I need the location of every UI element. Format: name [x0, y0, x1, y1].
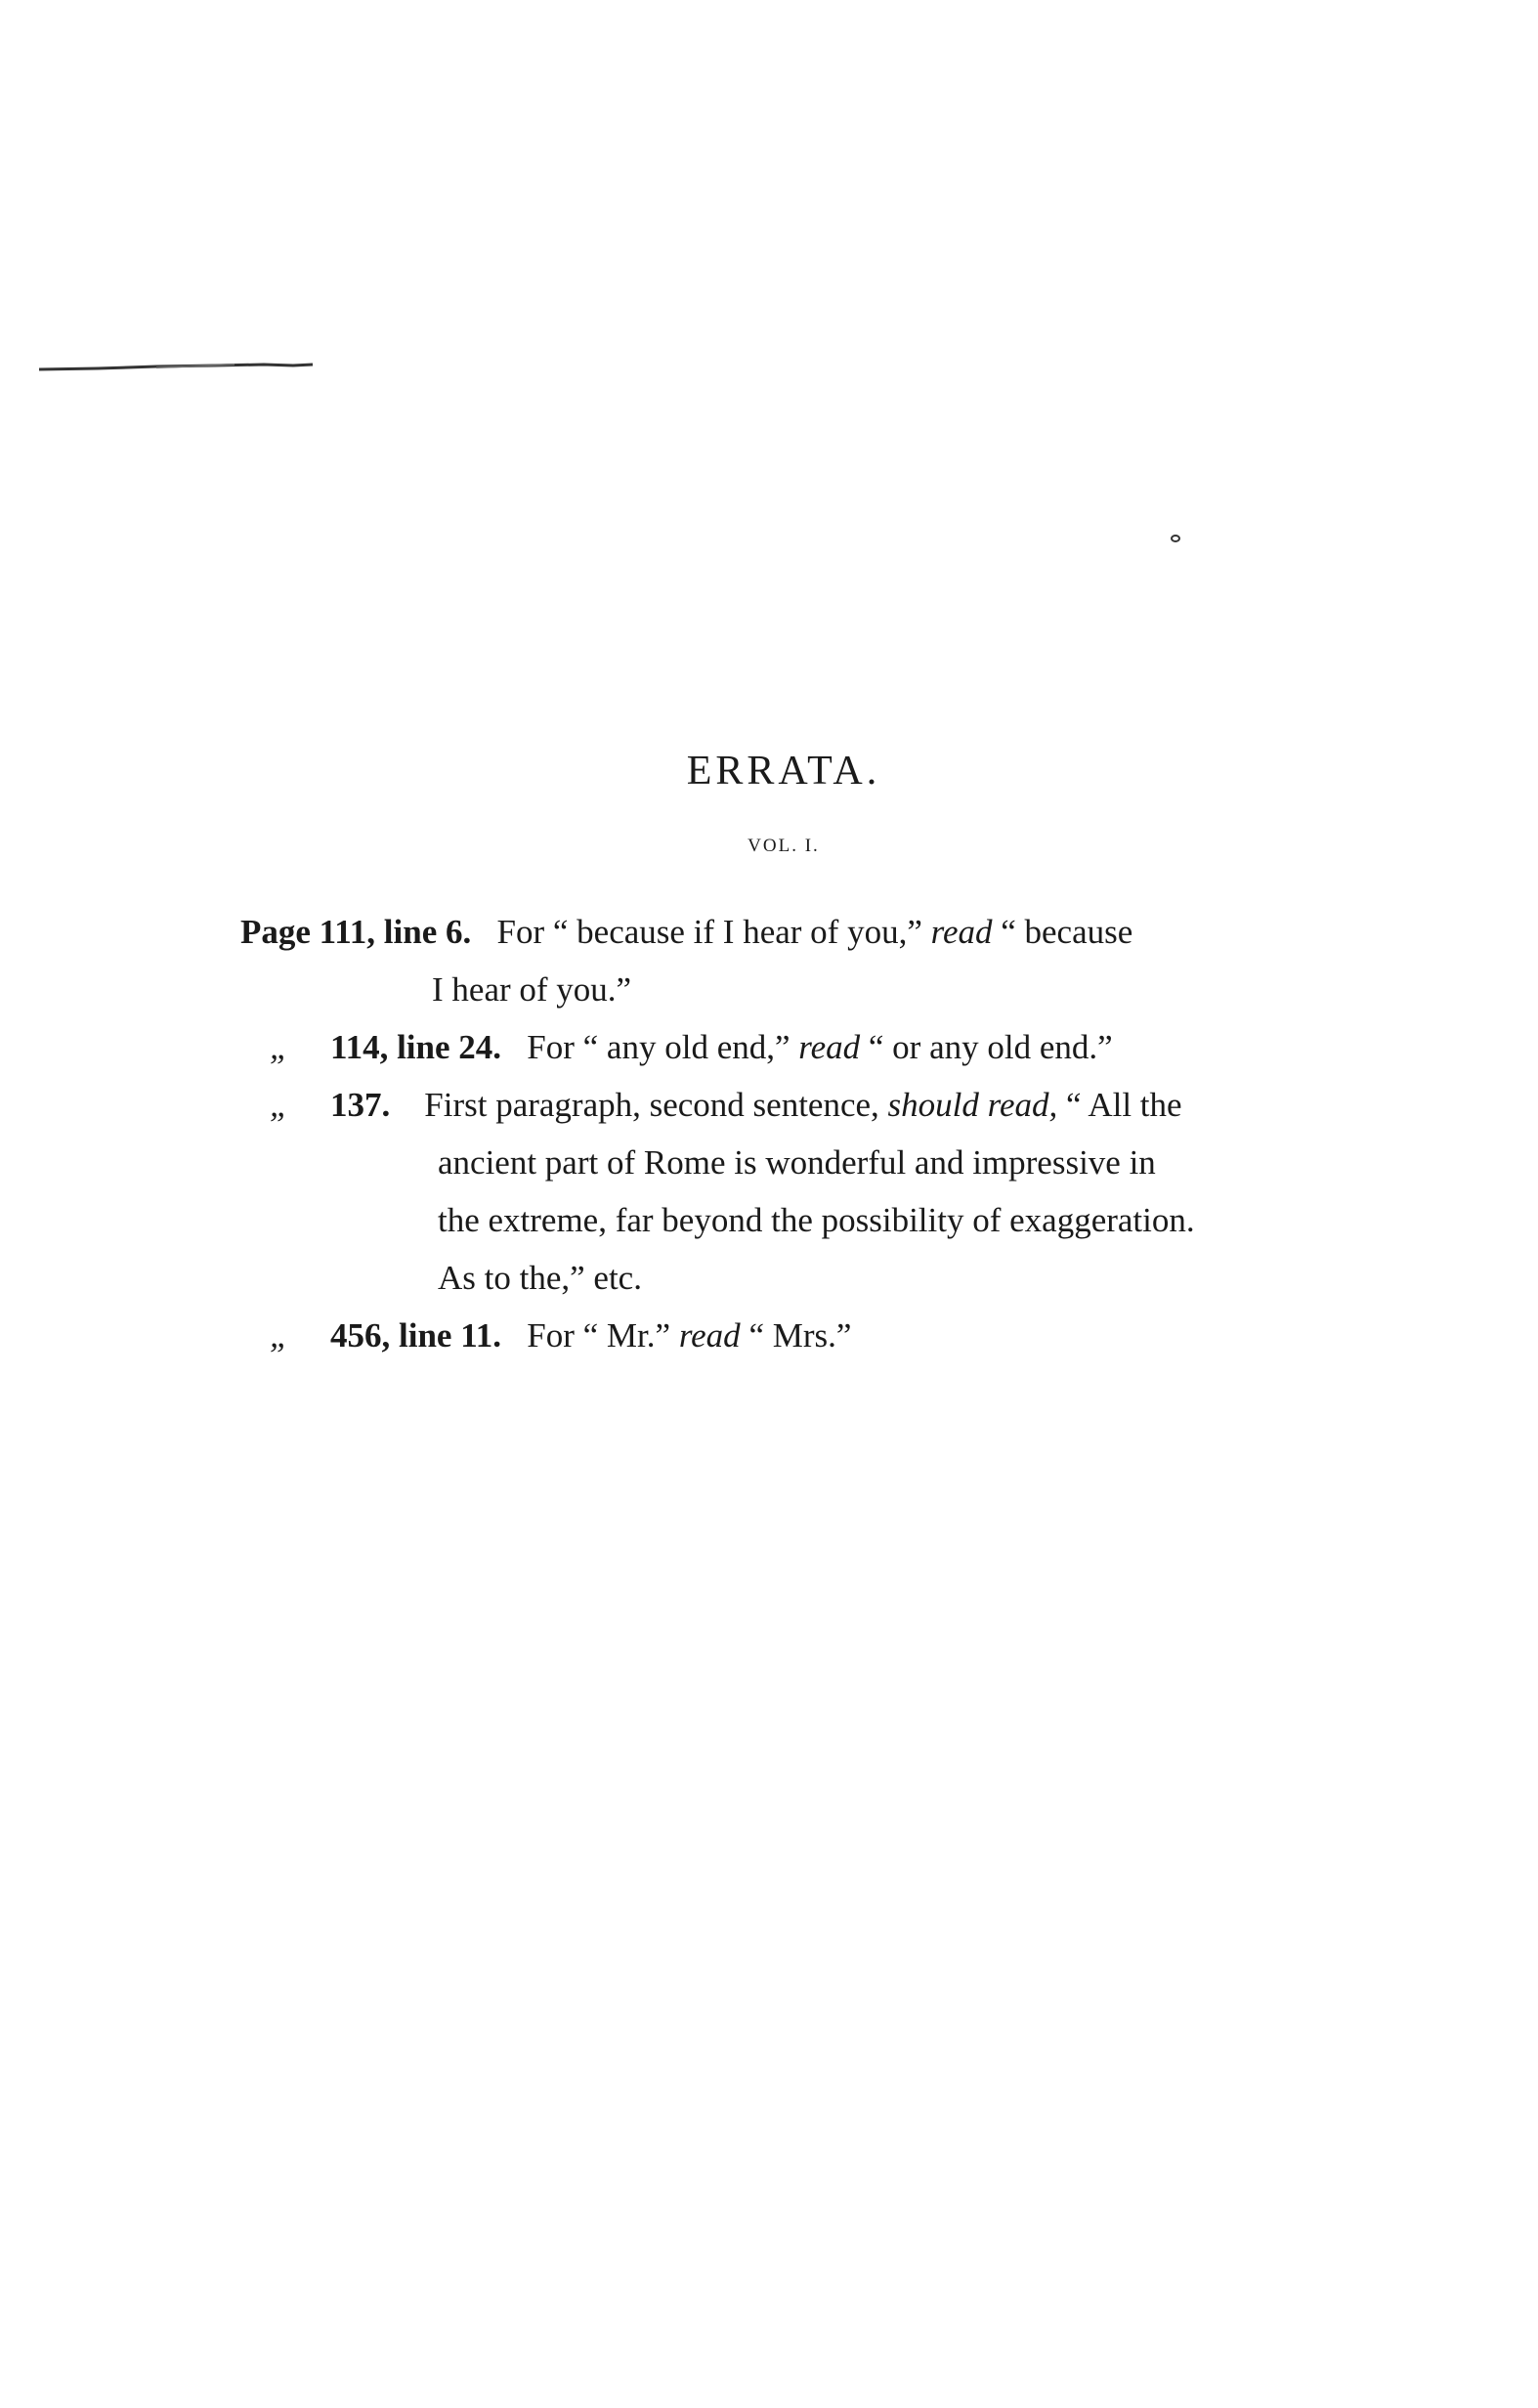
errata-entry-137 — [240, 1076, 1354, 1307]
entry-text-line: As to the,” etc. — [438, 1259, 642, 1297]
scan-streak-mark — [39, 362, 332, 373]
entry-text-line: ancient part of Rome is wonderful and impressive in — [438, 1143, 1156, 1182]
errata-entry-114 — [240, 1018, 1354, 1076]
entry-text-line: First paragraph, second sentence, should read, “ All the — [424, 1086, 1182, 1124]
entry-reference: 456, line 11. — [330, 1316, 502, 1354]
entry-text-line: the extreme, far beyond the possibility of exaggeration. — [438, 1201, 1195, 1239]
errata-list — [240, 903, 1354, 1364]
errata-title: ERRATA. — [686, 749, 881, 794]
entry-reference: 114, line 24. — [330, 1028, 502, 1066]
entry-text-line: I hear of you.” — [432, 970, 632, 1009]
entry-text-line: For “ because if I hear of you,” read “ because — [496, 913, 1133, 951]
errata-entry-page-111 — [240, 903, 1354, 1018]
ditto-mark: „ — [270, 1028, 289, 1066]
entry-text-line: For “ any old end,” read “ or any old end.” — [527, 1028, 1113, 1066]
entry-reference: Page 111, line 6. — [240, 913, 472, 951]
entry-text-line: For “ Mr.” read “ Mrs.” — [527, 1316, 852, 1354]
ditto-mark: „ — [270, 1316, 289, 1354]
entry-reference: 137. — [330, 1086, 391, 1124]
volume-label: VOL. I. — [748, 836, 820, 856]
ditto-mark: „ — [270, 1086, 289, 1124]
errata-entry-456 — [240, 1307, 1354, 1364]
ink-speck-mark — [1169, 532, 1182, 545]
